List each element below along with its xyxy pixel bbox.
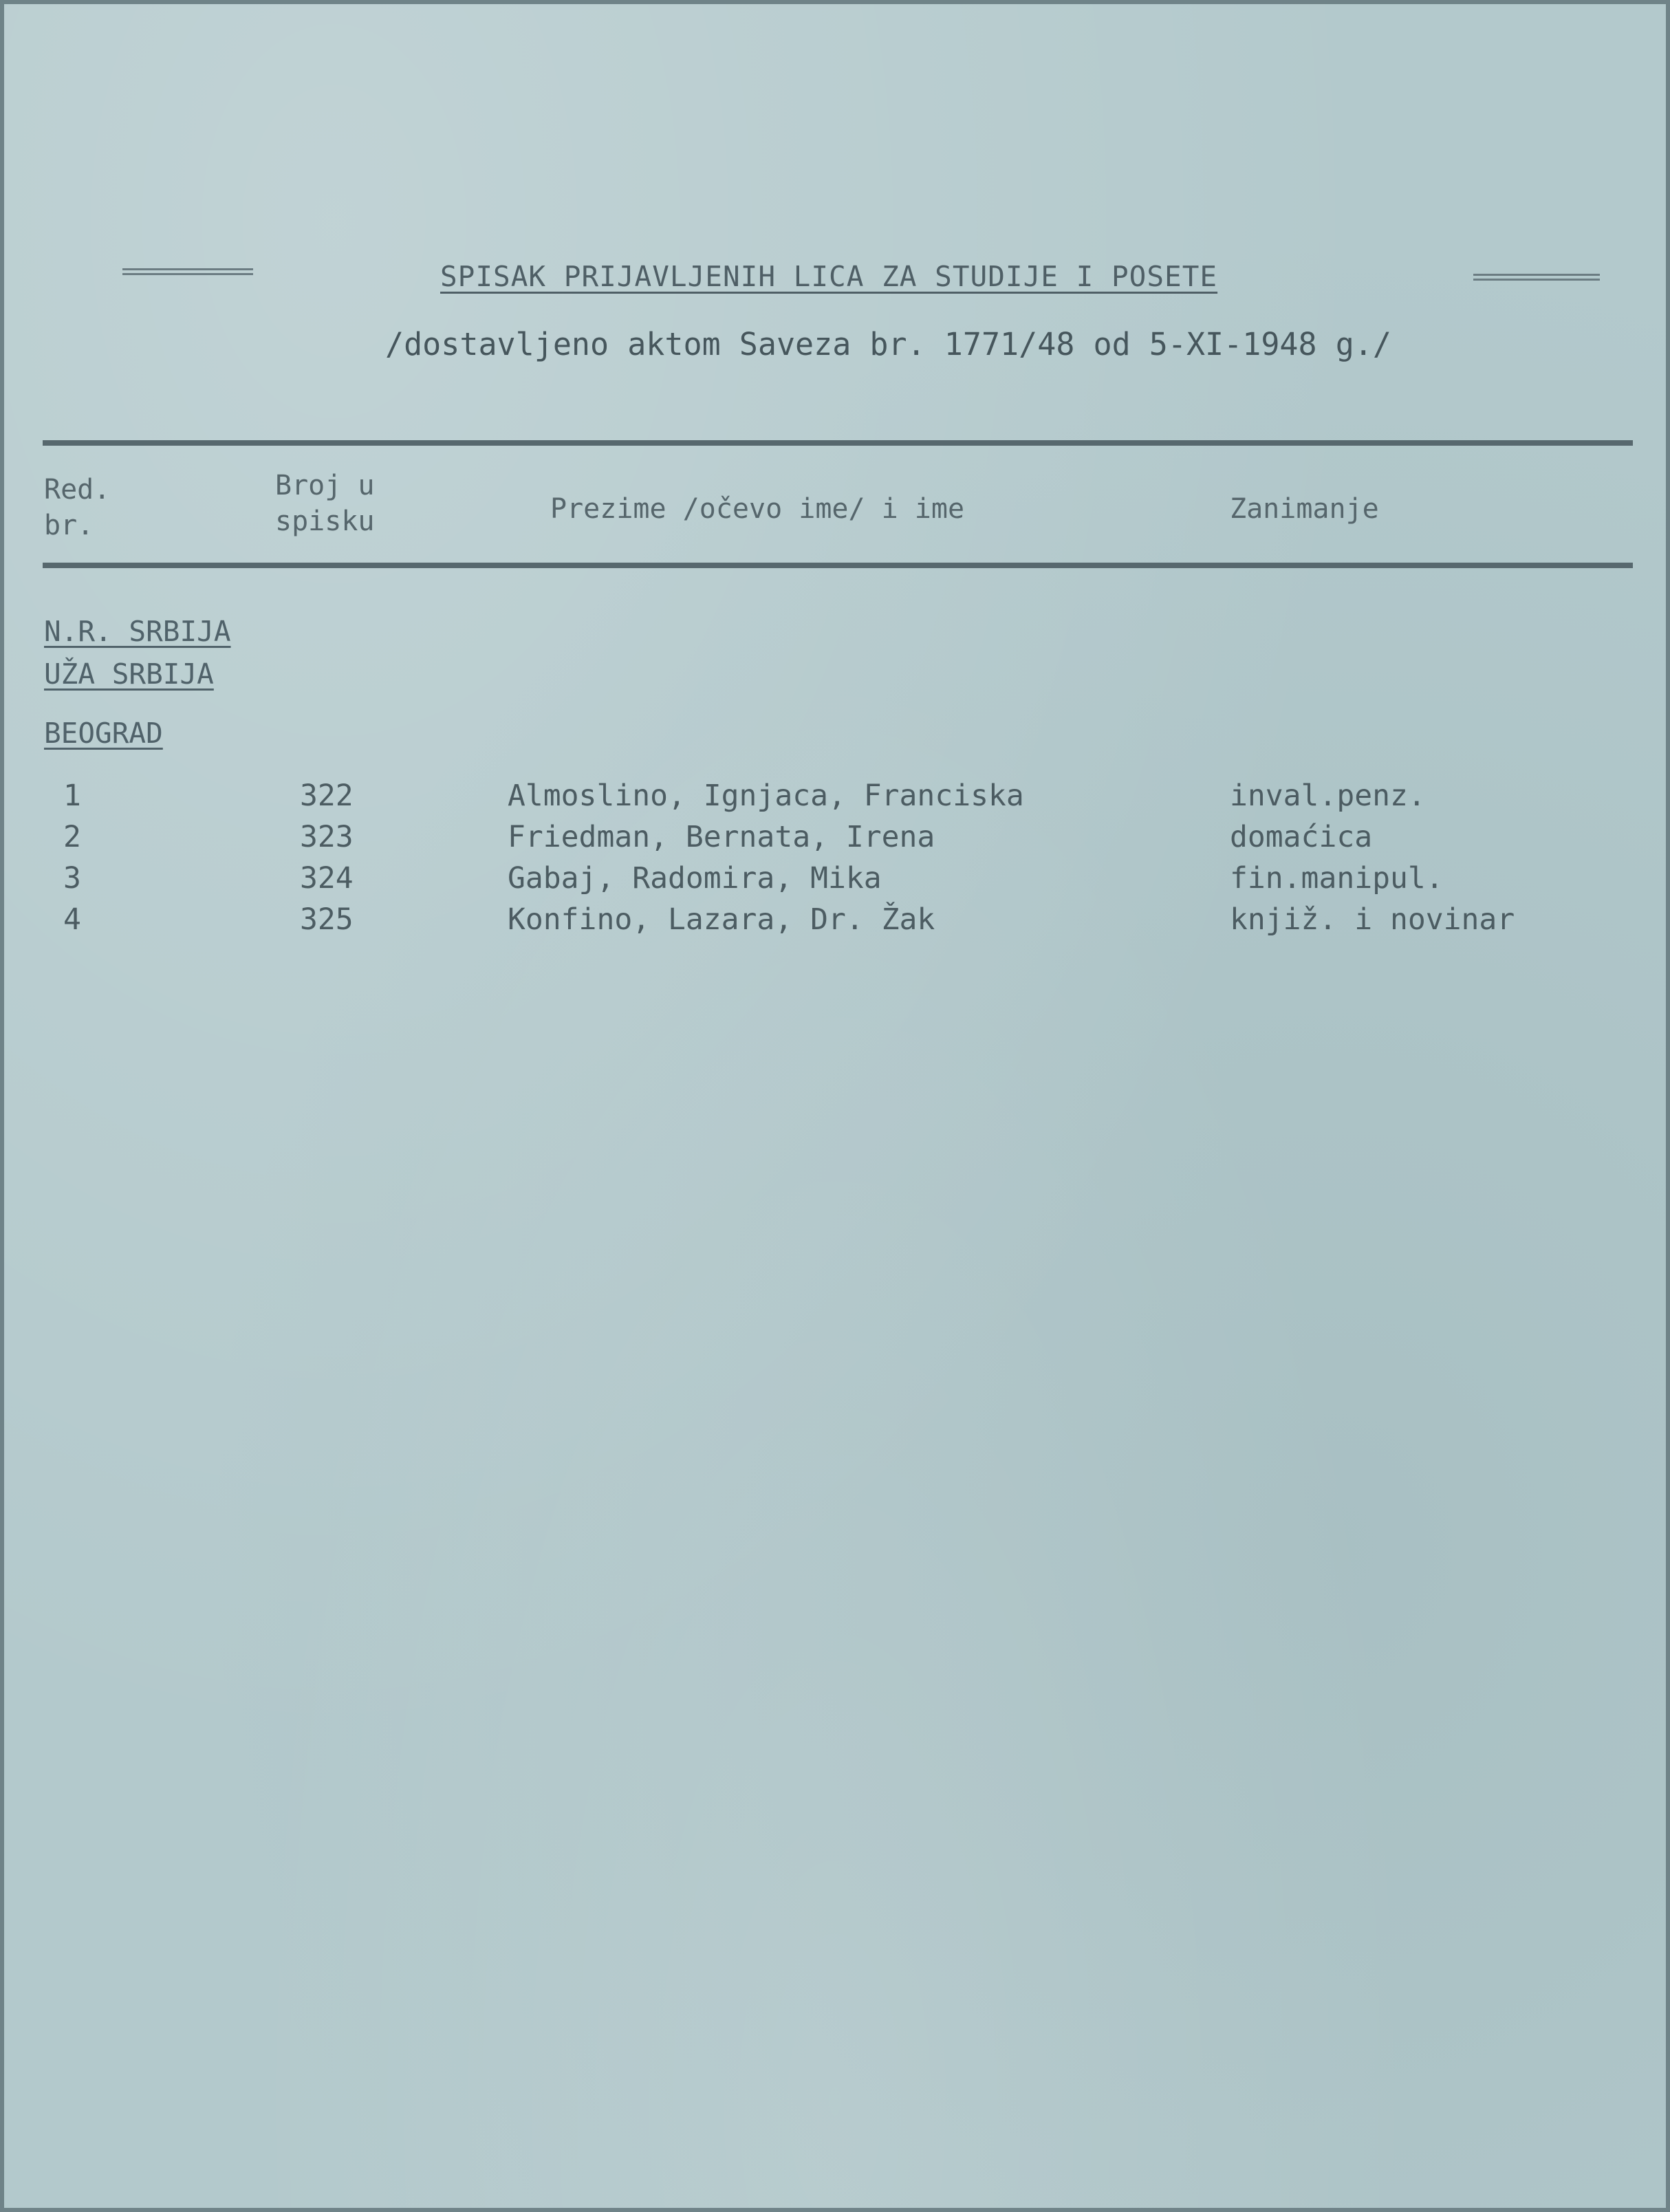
column-header-occupation: Zanimanje (1230, 493, 1379, 525)
header-top-rule (43, 440, 1633, 446)
row-occupation: fin.manipul. (1230, 861, 1444, 896)
row-name: Friedman, Bernata, Irena (508, 820, 935, 854)
section-region: UŽA SRBIJA (44, 658, 214, 691)
document-subtitle: /dostavljeno aktom Saveza br. 1771/48 od 5-XI-1948 g./ (385, 326, 1391, 362)
section-republic: N.R. SRBIJA (44, 615, 231, 648)
row-red-br: 2 (63, 820, 81, 854)
row-broj: 322 (300, 779, 354, 813)
row-name: Almoslino, Ignjaca, Franciska (508, 779, 1024, 813)
row-broj: 323 (300, 820, 354, 854)
row-red-br: 3 (63, 861, 81, 896)
row-occupation: inval.penz. (1230, 779, 1426, 813)
document-title: SPISAK PRIJAVLJENIH LICA ZA STUDIJE I POSETE (440, 260, 1218, 293)
row-red-br: 4 (63, 902, 81, 937)
row-name: Gabaj, Radomira, Mika (508, 861, 882, 896)
row-occupation: domaćica (1230, 820, 1373, 854)
column-header-name: Prezime /očevo ime/ i ime (550, 493, 965, 525)
header-bottom-rule (43, 563, 1633, 568)
row-broj: 325 (300, 902, 354, 937)
column-header-red-br: Red. br. (44, 474, 111, 541)
column-header-broj-u-spisku: Broj u spisku (275, 470, 375, 537)
row-occupation: knjiž. i novinar (1230, 902, 1515, 937)
row-broj: 324 (300, 861, 354, 896)
title-decoration-right (1473, 274, 1600, 281)
section-city: BEOGRAD (44, 717, 163, 750)
row-name: Konfino, Lazara, Dr. Žak (508, 902, 935, 937)
title-decoration-left (122, 268, 253, 275)
row-red-br: 1 (63, 779, 81, 813)
